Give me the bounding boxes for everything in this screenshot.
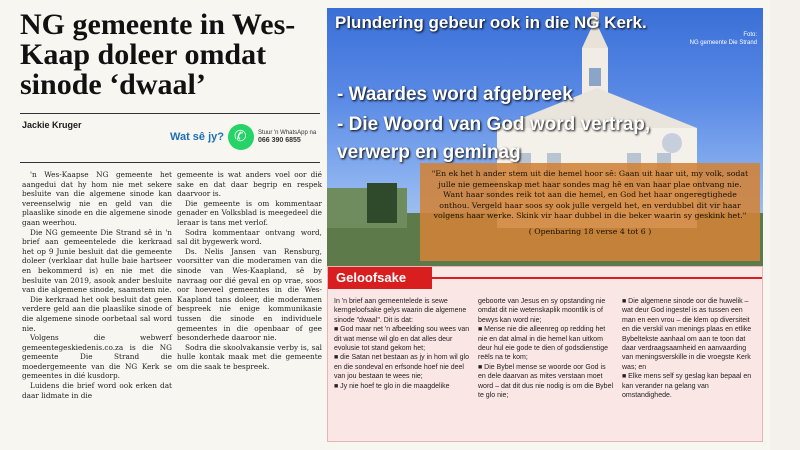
geloofsake-item: geboorte van Jesus en sy opstanding nie omdat dit nie wetenskaplik moontlik is of bewys kan word nie; xyxy=(478,298,606,324)
photo-title: Plundering gebeur ook in die NG Kerk. xyxy=(335,13,647,32)
geloofsake-rule xyxy=(432,277,762,279)
photo-bullet: verwerp en geminag xyxy=(337,142,521,163)
scripture-quote: "En ek het h ander stem uit die hemel hoor sê: Gaan uit haar uit, my volk, sodat julle nie gemeenskap met haar sondes mag hê en van haar plae ontvang nie. Want haar sondes reik tot aan die hemel, en God het haar ongeregtighede onthou. Vergeld haar soos sy ook julle vergeld het, en verdubbel dit vir haar volgens haar werke. Skink vir haar dubbel in die beker waarin sy geskink het." xyxy=(431,169,749,221)
headline-rule xyxy=(20,113,320,114)
article-paragraph: Die kerkraad het ook besluit dat geen verdere geld aan die plaaslike sinode of die algemene sinode oorbetaal sal word nie. xyxy=(22,294,172,333)
photo-credit-label: Foto: xyxy=(743,32,757,38)
geloofsake-header xyxy=(328,267,432,289)
byline-rule xyxy=(20,162,320,163)
scripture-quote-box xyxy=(420,163,760,261)
photo-credit xyxy=(690,31,757,47)
article-paragraph: Luidens die brief word ook erken dat daar lidmate in die xyxy=(22,381,172,400)
page-margin xyxy=(770,0,800,450)
geloofsake-item: ■ God maar net 'n afbeelding sou wees van dit wat mense wil glo en dat alles deur evolusie tot stand gekom het; xyxy=(334,326,470,353)
article-column-1 xyxy=(22,170,172,400)
geloofsake-item: In 'n brief aan gemeentelede is sewe kerngeloofsake gelys waarin die algemene sinode "dwaal". Dit is dat: xyxy=(334,298,467,324)
whatsapp-stuur: Stuur 'n WhatsApp na xyxy=(258,130,317,136)
article-paragraph: 'n Wes-Kaapse NG gemeente het aangedui dat hy hom nie met sekere besluite van die algemene sinode kan vereenselwig nie en geld van die plaaslike sinode en die algemene sinode gaan weerhou. xyxy=(22,170,172,227)
byline: Jackie Kruger xyxy=(22,120,82,130)
geloofsake-item: ■ Elke mens self sy geslag kan bepaal en kan verander na gelang van omstandighede. xyxy=(622,373,752,400)
scripture-reference: ( Openbaring 18 verse 4 tot 6 ) xyxy=(528,226,652,236)
photo-credit-name: NG gemeente Die Strand xyxy=(689,40,757,46)
whatsapp-number: 066 390 6855 xyxy=(258,137,301,144)
article-column-2 xyxy=(177,170,322,371)
geloofsake-column-1 xyxy=(334,297,470,391)
geloofsake-item: ■ Die Bybel mense se woorde oor God is en dele daarvan as mites verstaan moet word – dat dit dus nie nodig is om die Bybel te glo nie; xyxy=(478,363,614,400)
whatsapp-icon xyxy=(228,124,254,150)
photo-bullet: - Waardes word afgebreek xyxy=(337,84,573,105)
whatsapp-promo[interactable] xyxy=(170,117,320,157)
article-paragraph: gemeente is wat anders voel oor dié sake en dat daar begrip en respek daarvoor is. xyxy=(177,170,322,199)
article-paragraph: Die NG gemeente Die Strand sê in 'n brief aan gemeentelede die kerkraad het op 9 Junie besluit dat die gemeente doleer (verklaar dat hulle baie hartseer en bekommerd is) en nie met die besluite van 2019, asook ander besluite van die algemene sinode, saamstem nie. xyxy=(22,227,172,295)
geloofsake-item: ■ Die algemene sinode oor die huwelik – wat deur God ingestel is as tussen een man en een vrou – die klem op diversiteit en die verskil van menings plaas en etlike Bybeltekste aanhaal om aan te toon dat daar verdraagsaamheid en aanvaarding van meningsverskille in die vroegste Kerk was; en xyxy=(622,298,752,371)
article-paragraph: Volgens die webwerf gemeentegeskiedenis.co.za is die NG gemeente Die Strand die moedergemeente van die NG Kerk se gemeentes in dié kusdorp. xyxy=(22,333,172,381)
geloofsake-box xyxy=(327,266,763,442)
article-paragraph: Die gemeente is om kommentaar genader en Volksblad is meegedeel die leraar is tans met verlof. xyxy=(177,198,322,227)
article-paragraph: Sodra die skoolvakansie verby is, sal hulle kontak maak met die gemeente om die saak te bespreek. xyxy=(177,342,322,371)
article-paragraph: Sodra kommentaar ontvang word, sal dit bygewerk word. xyxy=(177,227,322,247)
geloofsake-item: ■ Mense nie die alleenreg op redding het nie en dat almal in die hemel kan uitkom deur hul eie gode te dien of godsdienstige reëls na te kom; xyxy=(478,326,608,362)
geloofsake-title: Geloofsake xyxy=(336,270,407,285)
photo-bullet: - Die Woord van God word vertrap, xyxy=(337,114,651,135)
article-paragraph: Ds. Nelis Jansen van Rensburg, voorsitter van die moderamen van die sinode van Wes-Kaapland, sê by navraag oor dié geval en op vrae, soos oor hoeveel gemeentes in die Wes-Kaapland tans doleer, die moderamen bespreek nie enige kommunikasie tussen die sinode en individuele gemeentes in die openbaar of gee besonderhede daaroor nie. xyxy=(177,246,322,343)
geloofsake-item: ■ die Satan net bestaan as jy in hom wil glo en die sondeval en erfsonde hoef nie deel van jou bestaan te wees nie; xyxy=(334,354,469,381)
whatsapp-question: Wat sê jy? xyxy=(170,131,224,143)
geloofsake-column-3 xyxy=(622,297,758,400)
geloofsake-item: ■ Jy nie hoef te glo in die maagdelike xyxy=(334,382,450,390)
article-headline: NG gemeente in Wes-Kaap doleer omdat sinode ‘dwaal’ xyxy=(20,8,296,101)
whatsapp-text xyxy=(258,129,316,145)
geloofsake-column-2 xyxy=(478,297,614,400)
